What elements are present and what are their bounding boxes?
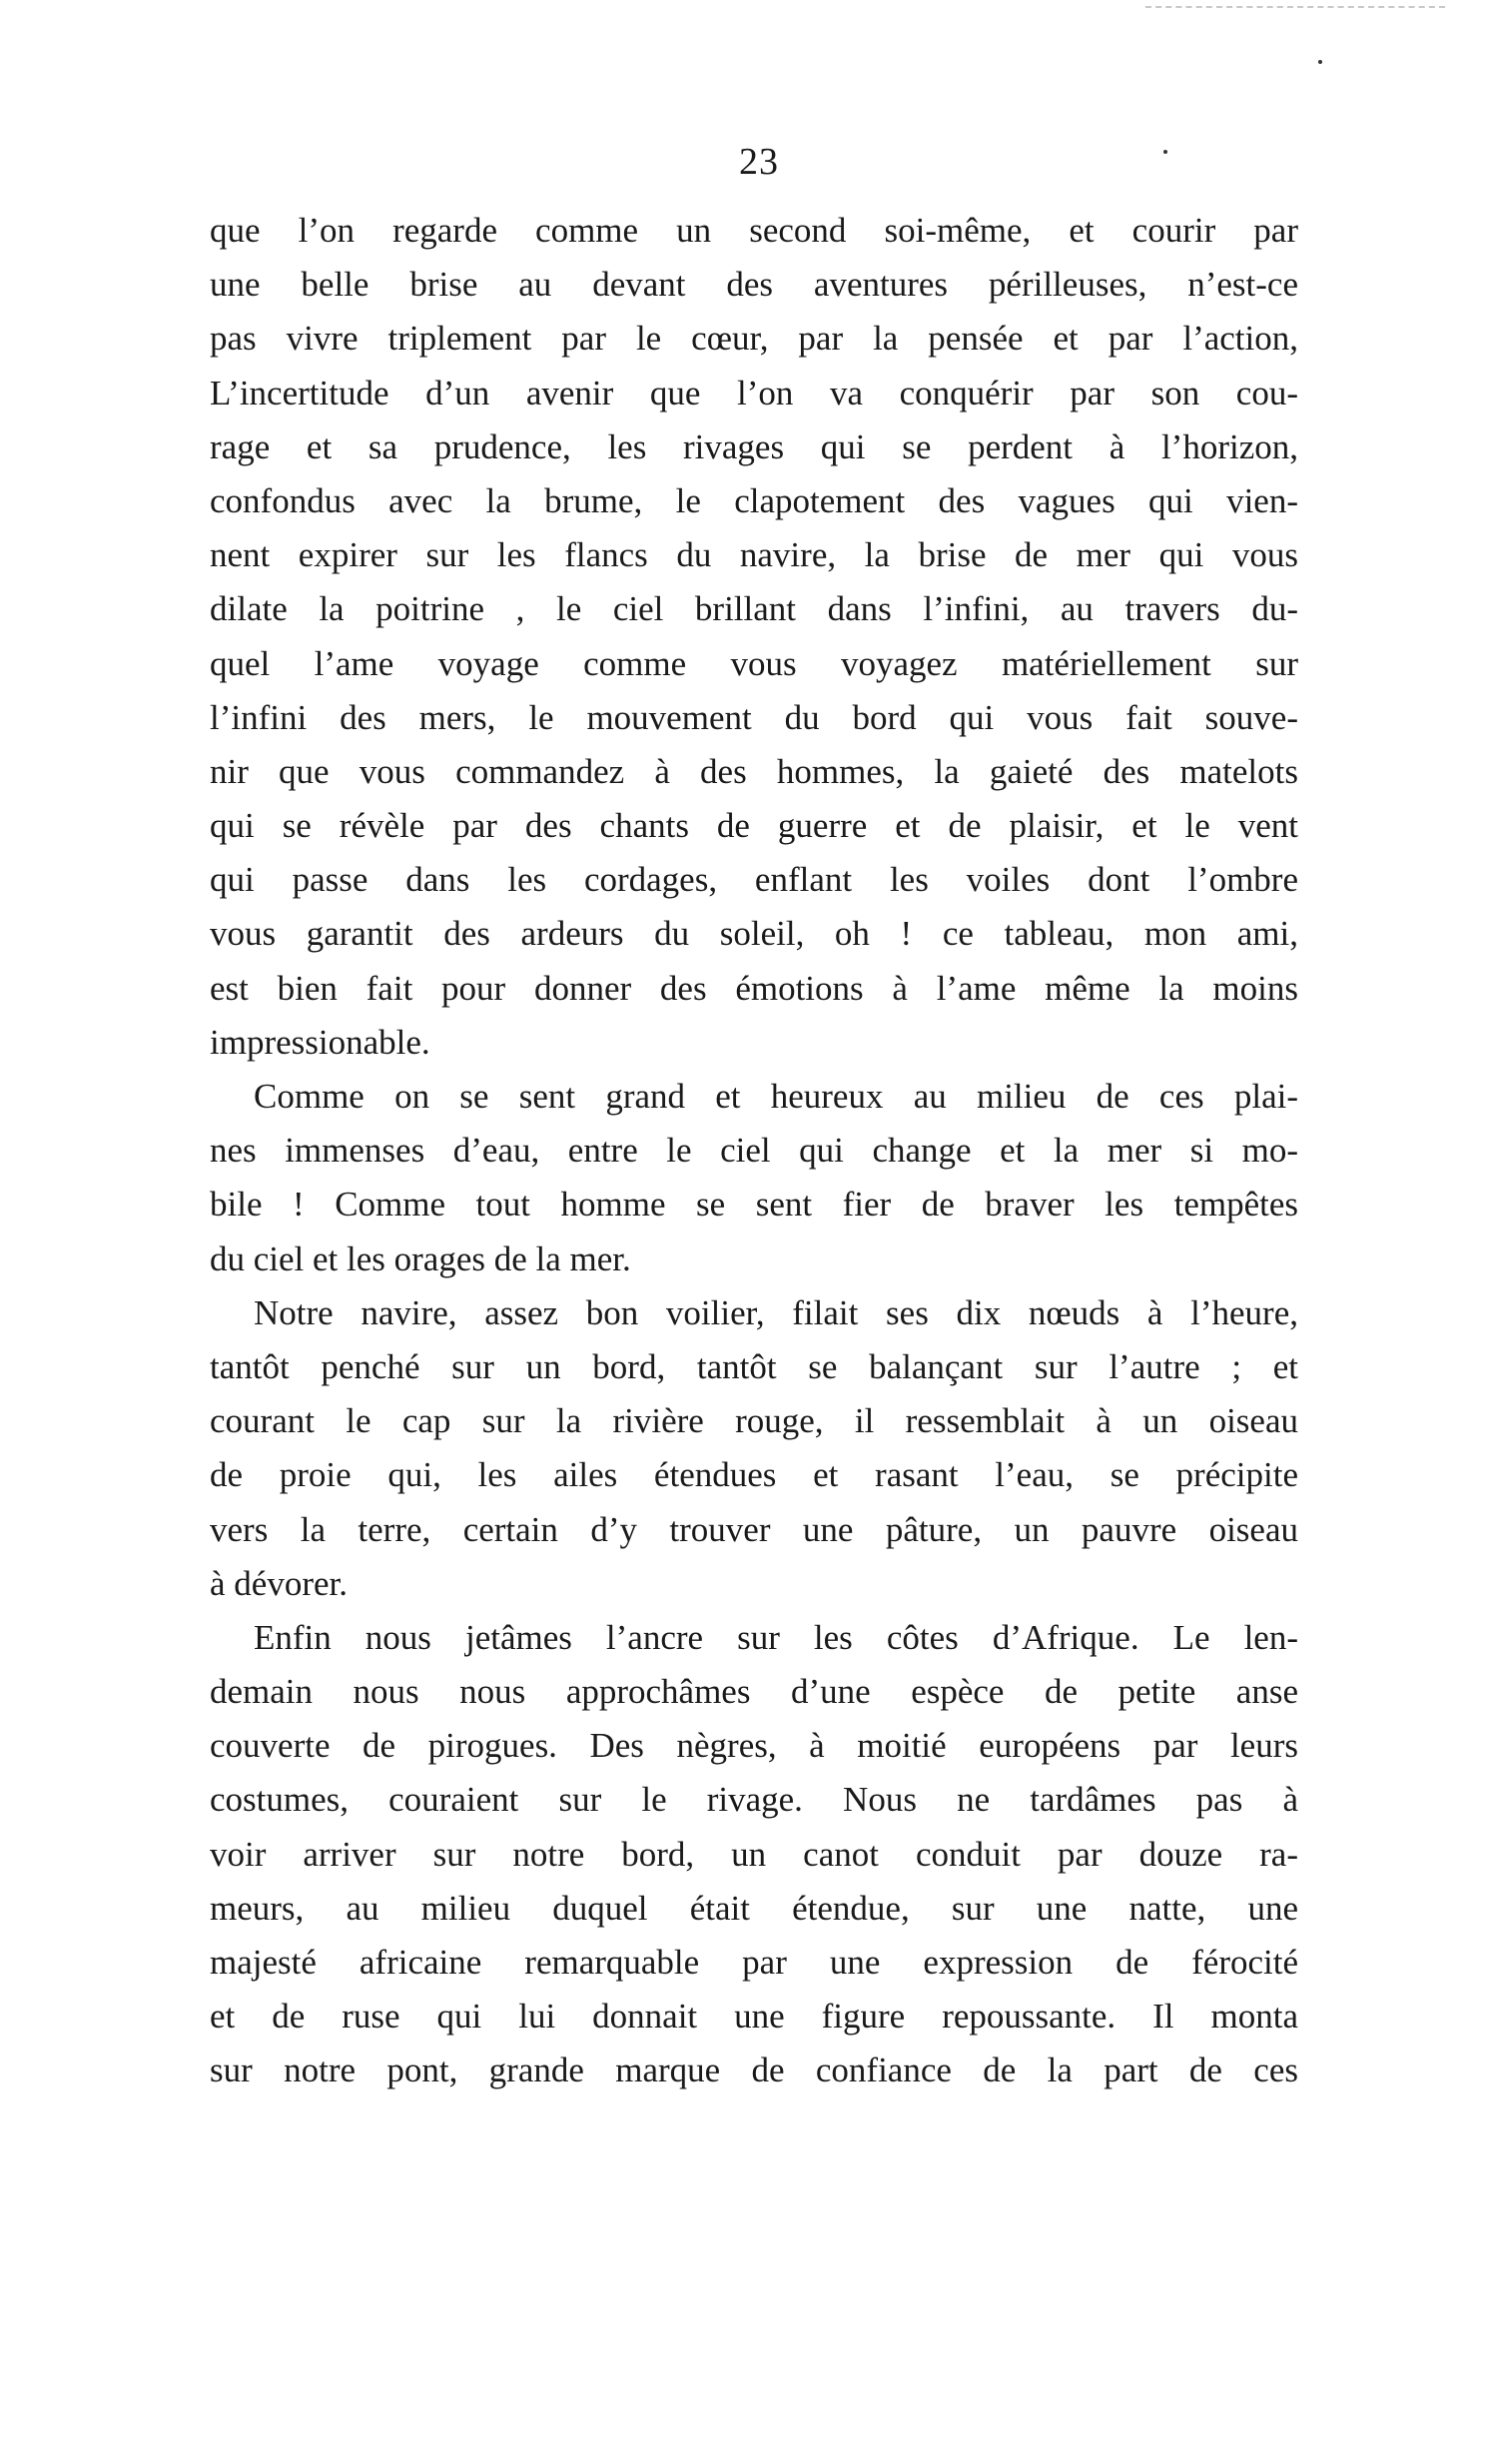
text-line: quel l’ame voyage comme vous voyagez matériellement sur: [210, 643, 1298, 683]
text-line: à dévorer.: [210, 1563, 348, 1603]
text-line: nir que vous commandez à des hommes, la gaieté des matelots: [210, 751, 1298, 791]
text-line: de proie qui, les ailes étendues et rasant l’eau, se précipite: [210, 1455, 1298, 1495]
text-line: pas vivre triplement par le cœur, par la pensée et par l’action,: [210, 319, 1298, 359]
scan-artifact-line: [1145, 6, 1445, 8]
text-line: qui se révèle par des chants de guerre et de plaisir, et le vent: [210, 806, 1298, 846]
text-line: L’incertitude d’un avenir que l’on va conquérir par son cou-: [210, 373, 1298, 412]
text-line: nent expirer sur les flancs du navire, la brise de mer qui vous: [210, 535, 1298, 575]
text-line: une belle brise au devant des aventures périlleuses, n’est-ce: [210, 265, 1298, 305]
text-line: costumes, couraient sur le rivage. Nous ne tardâmes pas à: [210, 1780, 1298, 1820]
text-line: Comme on se sent grand et heureux au milieu de ces plai-: [254, 1077, 1298, 1116]
text-line: bile ! Comme tout homme se sent fier de braver les tempêtes: [210, 1185, 1298, 1225]
text-line: vers la terre, certain d’y trouver une pâture, un pauvre oiseau: [210, 1509, 1298, 1549]
paragraph: [210, 1611, 1298, 2098]
text-line: vous garantit des ardeurs du soleil, oh ! ce tableau, mon ami,: [210, 914, 1298, 954]
text-line: que l’on regarde comme un second soi-même, et courir par: [210, 211, 1298, 250]
text-line: rage et sa prudence, les rivages qui se perdent à l’horizon,: [210, 426, 1298, 466]
text-line: dilate la poitrine , le ciel brillant dans l’infini, au travers du-: [210, 589, 1298, 629]
paragraph: [210, 1070, 1298, 1286]
text-line: voir arriver sur notre bord, un canot conduit par douze ra-: [210, 1834, 1298, 1874]
text-line: nes immenses d’eau, entre le ciel qui change et la mer si mo-: [210, 1131, 1298, 1171]
paragraph: [210, 204, 1298, 1070]
paragraph: [210, 1286, 1298, 1611]
text-line: qui passe dans les cordages, enflant les voiles dont l’ombre: [210, 860, 1298, 900]
text-line: majesté africaine remarquable par une expression de férocité: [210, 1943, 1298, 1982]
text-line: sur notre pont, grande marque de confiance de la part de ces: [210, 2051, 1298, 2090]
scan-speck: [1318, 60, 1322, 64]
text-line: courant le cap sur la rivière rouge, il ressemblait à un oiseau: [210, 1401, 1298, 1441]
body-text: [210, 204, 1298, 2098]
text-line: Enfin nous jetâmes l’ancre sur les côtes d’Afrique. Le len-: [254, 1617, 1298, 1657]
text-line: tantôt penché sur un bord, tantôt se balançant sur l’autre ; et: [210, 1346, 1298, 1386]
text-line: est bien fait pour donner des émotions à l’ame même la moins: [210, 968, 1298, 1008]
scan-speck: [1163, 150, 1167, 154]
text-line: du ciel et les orages de la mer.: [210, 1238, 631, 1278]
text-line: demain nous nous approchâmes d’une espèce de petite anse: [210, 1672, 1298, 1712]
text-line: et de ruse qui lui donnait une figure repoussante. Il monta: [210, 1997, 1298, 2037]
text-line: couverte de pirogues. Des nègres, à moitié européens par leurs: [210, 1726, 1298, 1766]
page-number: 23: [739, 141, 779, 183]
text-line: confondus avec la brume, le clapotement des vagues qui vien-: [210, 480, 1298, 520]
text-line: impressionable.: [210, 1022, 430, 1062]
text-line: l’infini des mers, le mouvement du bord qui vous fait souve-: [210, 697, 1298, 737]
text-line: meurs, au milieu duquel était étendue, sur une natte, une: [210, 1888, 1298, 1928]
text-line: Notre navire, assez bon voilier, filait ses dix nœuds à l’heure,: [254, 1292, 1298, 1332]
